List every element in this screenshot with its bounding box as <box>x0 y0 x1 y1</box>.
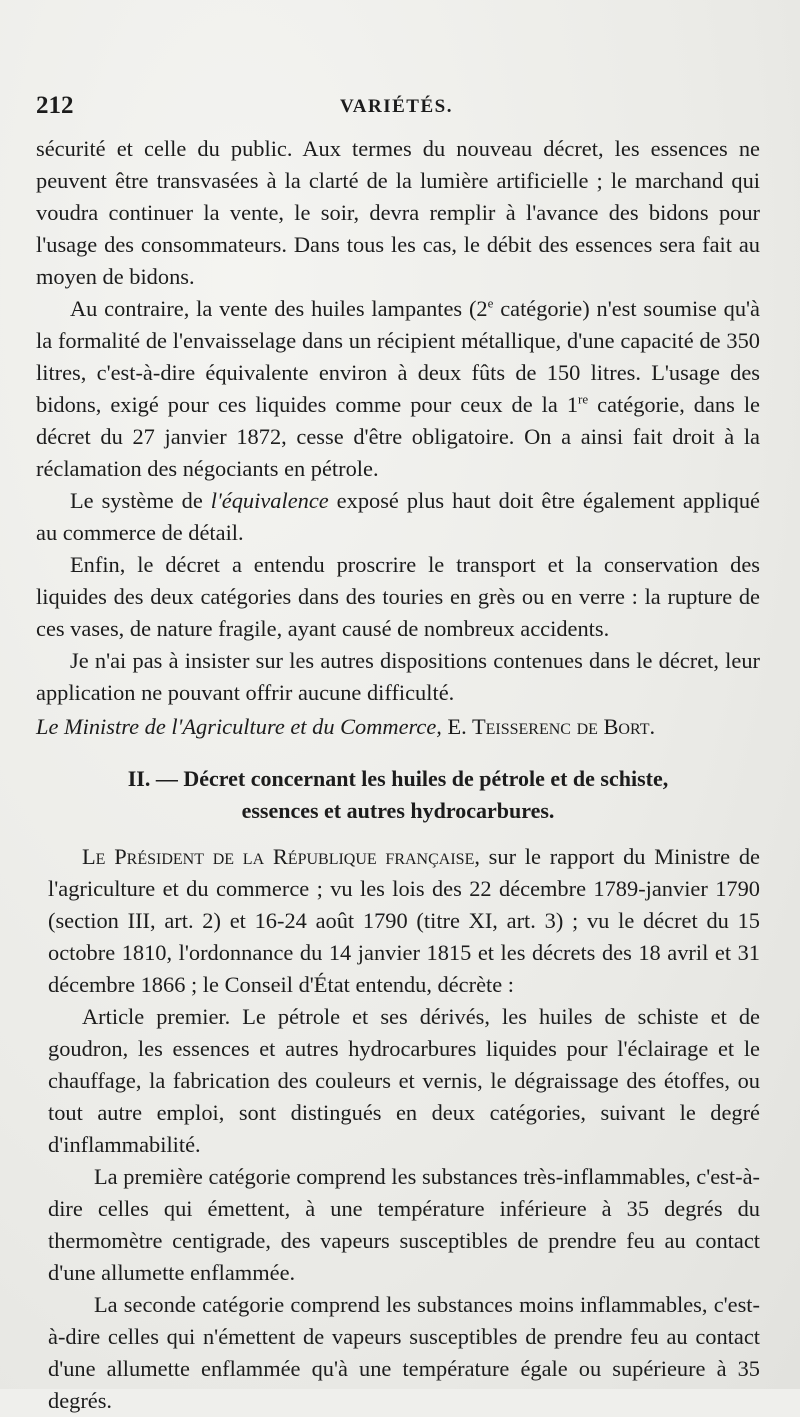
paragraph: sécurité et celle du public. Aux termes du nouveau décret, les essences ne peuvent être transvasées à la clarté de la lumière artificielle ; le marchand qui voudra continuer la vente, le soir, devra remplir à l'avance des bidons pour l'usage des consommateurs. Dans tous les cas, le débit des essences sera fait au moyen de bidons. <box>36 136 760 289</box>
small-caps-run: Le Président de la République française, <box>82 844 480 869</box>
signature-line <box>36 711 760 743</box>
signature-title: Le Ministre de l'Agriculture et du Commerce, <box>36 714 442 739</box>
decree-heading-line-1: II. — Décret concernant les huiles de pétrole et de schiste, <box>127 766 669 791</box>
decree-heading-line-2: essences et autres hydrocarbures. <box>241 798 555 823</box>
paragraph: Enfin, le décret a entendu proscrire le transport et la conservation des liquides des deux catégories dans des touries en grès ou en verre : la rupture de ces vases, de nature fragile, ayant causé de nombreux accidents. <box>36 552 760 641</box>
text-run: sur le rapport du Ministre de l'agriculture et du commerce ; vu les lois des 22 décembre 1789-janvier 1790 (section III, art. 2) et 16-24 août 1790 (titre XI, art. 3) ; vu le décret du 15 octobre 1810, l'ordonnance du 14 janvier 1815 et les décrets des 18 avril et 31 décembre 1866 ; le Conseil d'État entendu, décrète : <box>48 844 760 997</box>
page-header <box>36 92 756 126</box>
signature-name: E. Teisserenc de Bort. <box>447 714 656 739</box>
text-run: Au contraire, la vente des huiles lampantes (2 <box>70 296 488 321</box>
paragraph: Article premier. Le pétrole et ses dérivés, les huiles de schiste et de goudron, les essences et autres hydrocarbures liquides pour l'éclairage et le chauffage, la fabrication des couleurs et vernis, le dégraissage des étoffes, ou tout autre emploi, sont distingués en deux catégories, suivant le degré d'inflammabilité. <box>48 1004 760 1157</box>
paragraph <box>36 293 760 485</box>
paragraph <box>36 485 760 549</box>
text-run: catégorie, dans le décret du 27 janvier 1872, cesse d'être obligatoire. On a ainsi fait droit à la réclamation des négociants en pétrole. <box>36 392 760 481</box>
text-run: exposé plus haut doit être également appliqué au commerce de détail. <box>36 488 760 545</box>
superscript: re <box>578 391 589 407</box>
text-run: Le système de <box>70 488 211 513</box>
paragraph <box>36 841 760 1001</box>
superscript: e <box>487 295 494 311</box>
decree-heading <box>36 763 760 827</box>
paragraph: La seconde catégorie comprend les substances moins inflammables, c'est-à-dire celles qui n'émettent de vapeurs susceptibles de prendre feu au contact d'une allumette enflammée qu'à une température égale ou supérieure à 35 degrés. <box>48 1292 760 1413</box>
page-body <box>36 133 760 1417</box>
italic-term: l'équivalence <box>210 488 329 513</box>
page-number: 212 <box>36 92 74 119</box>
running-head: VARIÉTÉS. <box>340 96 453 117</box>
text-run: catégorie) n'est soumise qu'à la formalité de l'envaisselage dans un récipient métallique, d'une capacité de 350 litres, c'est-à-dire équivalente environ à deux fûts de 150 litres. L'usage des bidons, exigé pour ces liquides comme pour ceux de la 1 <box>36 296 760 417</box>
paragraph: Je n'ai pas à insister sur les autres dispositions contenues dans le décret, leur application ne pouvant offrir aucune difficulté. <box>36 648 760 705</box>
paragraph: La première catégorie comprend les substances très-inflammables, c'est-à-dire celles qui émettent, à une température inférieure à 35 degrés du thermomètre centigrade, des vapeurs susceptibles de prendre feu au contact d'une allumette enflammée. <box>48 1164 760 1285</box>
